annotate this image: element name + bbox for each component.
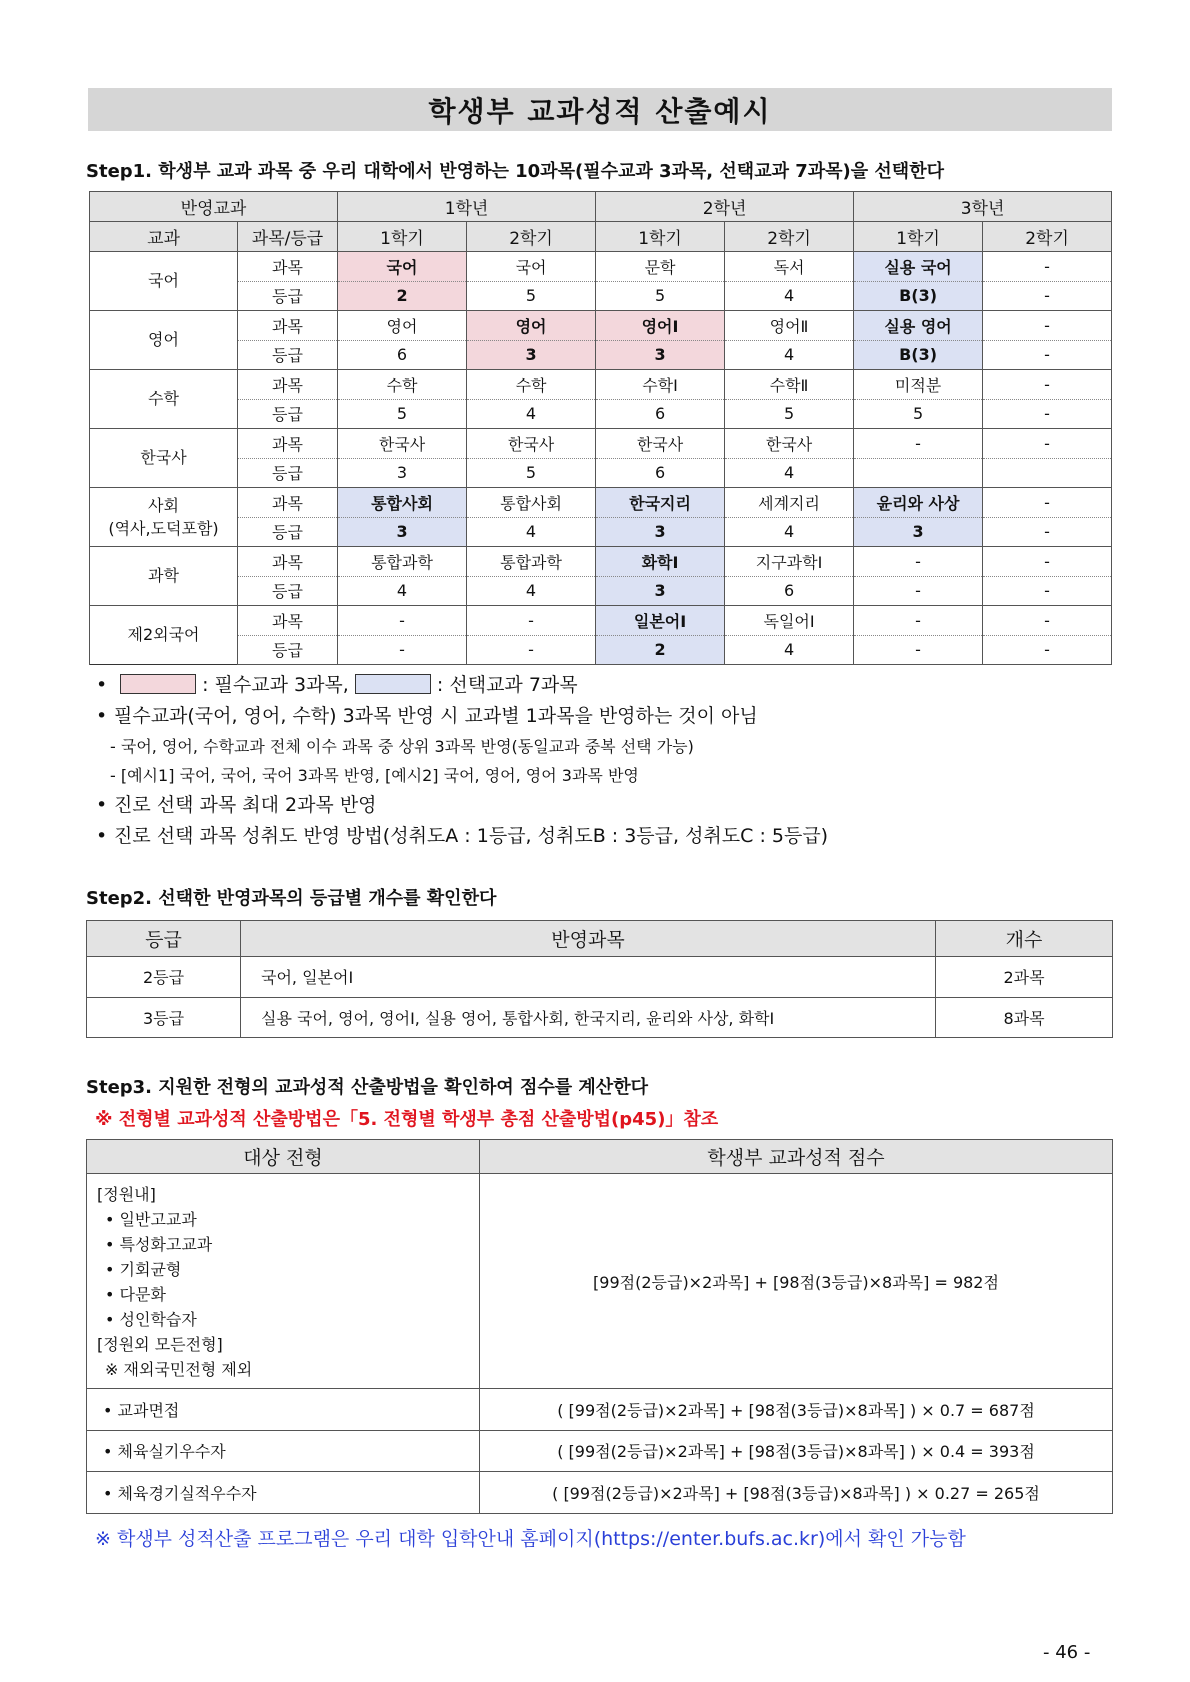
header-reflected-subject: 반영교과	[90, 192, 338, 222]
row-label: 등급	[238, 517, 338, 547]
table-row	[90, 576, 1112, 606]
area-korean-history: 한국사	[90, 429, 238, 488]
table-row	[90, 340, 1112, 370]
row-label: 등급	[238, 340, 338, 370]
legend-required-label: : 필수교과 3과목,	[202, 674, 349, 696]
table-row	[87, 1174, 1113, 1389]
row-label: 과목	[238, 311, 338, 341]
grade-cell	[983, 458, 1112, 488]
header-row-1	[90, 192, 1112, 222]
table-row	[87, 1430, 1113, 1472]
subject-cell: -	[983, 606, 1112, 636]
table-row	[90, 635, 1112, 665]
list-item: • 특성화고교과	[105, 1235, 213, 1254]
subject-cell: 국어	[467, 252, 596, 282]
step1-title: Step1. 학생부 교과 과목 중 우리 대학에서 반영하는 10과목(필수교과 3과목, 선택교과 7과목)을 선택한다	[86, 161, 944, 182]
header-year-1: 1학년	[338, 192, 596, 222]
subject-cell: 세계지리	[725, 488, 854, 518]
grade-cell: 2등급	[87, 957, 241, 998]
grade-cell: 3	[596, 517, 725, 547]
grade-cell: 3	[596, 340, 725, 370]
row-label: 과목	[238, 429, 338, 459]
bullet-icon: •	[96, 674, 108, 696]
row-label: 등급	[238, 576, 338, 606]
subject-cell: 미적분	[854, 370, 983, 400]
grade-cell: -	[983, 517, 1112, 547]
area-science: 과학	[90, 547, 238, 606]
header-semester: 1학기	[854, 222, 983, 252]
subject-cell: 한국지리	[596, 488, 725, 518]
grade-cell: -	[983, 635, 1112, 665]
area-social-name: 사회	[148, 495, 179, 515]
grade-cell: 4	[467, 399, 596, 429]
list-item: • 일반고교과	[105, 1210, 197, 1229]
subject-cell: 영어	[338, 311, 467, 341]
score-cell: ( [99점(2등급)×2과목] + [98점(3등급)×8과목] ) × 0.7 = 687점	[480, 1389, 1113, 1431]
grade-cell: 6	[596, 458, 725, 488]
grade-cell: 5	[854, 399, 983, 429]
step3-table	[86, 1139, 1113, 1514]
table-row	[90, 399, 1112, 429]
subject-cell: 화학Ⅰ	[596, 547, 725, 577]
row-label: 등급	[238, 281, 338, 311]
table-row	[90, 252, 1112, 282]
subject-cell: 한국사	[338, 429, 467, 459]
bullet-icon: •	[96, 705, 108, 727]
row-label: 과목	[238, 606, 338, 636]
grade-cell: 3	[596, 576, 725, 606]
subject-cell: 실용 국어	[854, 252, 983, 282]
subject-cell: 통합사회	[338, 488, 467, 518]
note-sub-2: - [예시1] 국어, 국어, 국어 3과목 반영, [예시2] 국어, 영어, 영어 3과목 반영	[110, 766, 639, 785]
row-label: 등급	[238, 458, 338, 488]
table-row	[90, 517, 1112, 547]
subject-cell: -	[983, 488, 1112, 518]
header-count: 개수	[936, 921, 1113, 957]
area-english: 영어	[90, 311, 238, 370]
grade-cell: 4	[338, 576, 467, 606]
row-label: 과목	[238, 252, 338, 282]
grade-cell: -	[983, 340, 1112, 370]
subject-cell: 문학	[596, 252, 725, 282]
row-label: 과목	[238, 547, 338, 577]
header-semester: 1학기	[338, 222, 467, 252]
subject-cell: 독일어Ⅰ	[725, 606, 854, 636]
subject-cell: 수학	[467, 370, 596, 400]
group-label: [정원외 모든전형]	[97, 1335, 223, 1354]
target-cell: • 체육경기실적우수자	[87, 1472, 480, 1514]
subject-cell: 실용 영어	[854, 311, 983, 341]
header-subjects: 반영과목	[241, 921, 936, 957]
grade-cell: 4	[725, 635, 854, 665]
subject-cell: 일본어Ⅰ	[596, 606, 725, 636]
subject-cell: -	[467, 606, 596, 636]
step3-reference-note: ※ 전형별 교과성적 산출방법은「5. 전형별 학생부 총점 산출방법(p45)」참조	[95, 1109, 719, 1130]
grade-cell: 3	[467, 340, 596, 370]
subject-cell: 독서	[725, 252, 854, 282]
subject-cell: -	[983, 429, 1112, 459]
table-row	[90, 281, 1112, 311]
note-text: 진로 선택 과목 최대 2과목 반영	[114, 794, 377, 816]
legend	[96, 670, 1106, 701]
note-line	[96, 790, 1106, 821]
list-item: • 다문화	[105, 1285, 166, 1304]
grade-cell: -	[854, 576, 983, 606]
subject-cell: 영어Ⅱ	[725, 311, 854, 341]
note-sub-1: - 국어, 영어, 수학교과 전체 이수 과목 중 상위 3과목 반영(동일교과 중복 선택 가능)	[110, 737, 694, 756]
table-row	[87, 1472, 1113, 1514]
grade-cell: -	[983, 576, 1112, 606]
grade-cell: 4	[725, 340, 854, 370]
main-target-cell	[87, 1174, 480, 1389]
score-cell: [99점(2등급)×2과목] + [98점(3등급)×8과목] = 982점	[480, 1174, 1113, 1389]
note-line	[96, 821, 1106, 852]
count-cell: 8과목	[936, 997, 1113, 1038]
header-year-2: 2학년	[596, 192, 854, 222]
target-cell: • 체육실기우수자	[87, 1430, 480, 1472]
table-row	[87, 997, 1113, 1038]
header-subject-grade: 과목/등급	[238, 222, 338, 252]
grade-cell: -	[983, 281, 1112, 311]
subject-cell: -	[983, 311, 1112, 341]
notes-section	[96, 670, 1106, 852]
subject-cell: 국어	[338, 252, 467, 282]
subject-cell: 수학Ⅰ	[596, 370, 725, 400]
grade-cell: 4	[467, 576, 596, 606]
score-cell: ( [99점(2등급)×2과목] + [98점(3등급)×8과목] ) × 0.27 = 265점	[480, 1472, 1113, 1514]
grade-cell: 2	[338, 281, 467, 311]
step2-table	[86, 920, 1113, 1038]
grade-cell: 4	[725, 517, 854, 547]
subject-cell: 영어Ⅰ	[596, 311, 725, 341]
row-label: 등급	[238, 635, 338, 665]
header-semester: 1학기	[596, 222, 725, 252]
header-target: 대상 전형	[87, 1140, 480, 1174]
count-cell: 2과목	[936, 957, 1113, 998]
subject-cell: -	[854, 547, 983, 577]
subject-cell: 수학Ⅱ	[725, 370, 854, 400]
table-row	[90, 429, 1112, 459]
subject-cell: 영어	[467, 311, 596, 341]
score-cell: ( [99점(2등급)×2과목] + [98점(3등급)×8과목] ) × 0.4 = 393점	[480, 1430, 1113, 1472]
grade-cell: 5	[467, 458, 596, 488]
grade-cell: -	[467, 635, 596, 665]
table-row	[90, 311, 1112, 341]
header-semester: 2학기	[467, 222, 596, 252]
grade-cell: -	[338, 635, 467, 665]
subject-cell: 윤리와 사상	[854, 488, 983, 518]
area-math: 수학	[90, 370, 238, 429]
legend-elective-swatch	[355, 674, 431, 694]
table-row	[90, 488, 1112, 518]
subject-cell: 지구과학Ⅰ	[725, 547, 854, 577]
area-social-note: (역사,도덕포함)	[108, 519, 219, 538]
bullet-icon: •	[96, 794, 108, 816]
page-number: - 46 -	[1043, 1642, 1091, 1663]
table-row	[87, 1389, 1113, 1431]
bullet-icon: •	[96, 825, 108, 847]
footer-note: ※ 학생부 성적산출 프로그램은 우리 대학 입학안내 홈페이지(https://enter.bufs.ac.kr)에서 확인 가능함	[95, 1528, 966, 1550]
subject-cell: 한국사	[596, 429, 725, 459]
grade-cell: 5	[467, 281, 596, 311]
step2-title: Step2. 선택한 반영과목의 등급별 개수를 확인한다	[86, 888, 497, 909]
grade-cell: 3등급	[87, 997, 241, 1038]
grade-cell: 5	[725, 399, 854, 429]
subject-cell: 통합사회	[467, 488, 596, 518]
row-label: 과목	[238, 370, 338, 400]
grade-cell: 6	[596, 399, 725, 429]
area-korean: 국어	[90, 252, 238, 311]
area-second-language: 제2외국어	[90, 606, 238, 665]
subject-cell: -	[338, 606, 467, 636]
grade-cell: 5	[338, 399, 467, 429]
header-score: 학생부 교과성적 점수	[480, 1140, 1113, 1174]
header-semester: 2학기	[725, 222, 854, 252]
grade-cell: 4	[725, 458, 854, 488]
subject-cell: 한국사	[467, 429, 596, 459]
grade-cell: 4	[725, 281, 854, 311]
subject-cell: -	[983, 370, 1112, 400]
header-grade: 등급	[87, 921, 241, 957]
grade-cell: 5	[596, 281, 725, 311]
note-text: 필수교과(국어, 영어, 수학) 3과목 반영 시 교과별 1과목을 반영하는 것이 아님	[114, 705, 758, 727]
header-year-3: 3학년	[854, 192, 1112, 222]
header-row	[87, 1140, 1113, 1174]
area-social	[90, 488, 238, 547]
group-label: [정원내]	[97, 1185, 156, 1204]
subject-cell: 통합과학	[338, 547, 467, 577]
subject-cell: -	[854, 429, 983, 459]
note-line	[96, 701, 1106, 732]
exclude-note: ※ 재외국민전형 제외	[105, 1360, 253, 1379]
header-semester: 2학기	[983, 222, 1112, 252]
header-row-2	[90, 222, 1112, 252]
target-cell: • 교과면접	[87, 1389, 480, 1431]
subjects-cell: 국어, 일본어Ⅰ	[241, 957, 936, 998]
grade-cell	[854, 458, 983, 488]
subject-cell: -	[983, 547, 1112, 577]
subject-cell: 수학	[338, 370, 467, 400]
table-row	[90, 458, 1112, 488]
legend-elective-label: : 선택교과 7과목	[436, 674, 578, 696]
table-row	[90, 370, 1112, 400]
subject-cell: -	[983, 252, 1112, 282]
subjects-cell: 실용 국어, 영어, 영어Ⅰ, 실용 영어, 통합사회, 한국지리, 윤리와 사상, 화학Ⅰ	[241, 997, 936, 1038]
grade-cell: 4	[467, 517, 596, 547]
subject-cell: -	[854, 606, 983, 636]
note-text: 진로 선택 과목 성취도 반영 방법(성취도A : 1등급, 성취도B : 3등급, 성취도C : 5등급)	[114, 825, 829, 847]
grade-cell: -	[854, 635, 983, 665]
header-row	[87, 921, 1113, 957]
page-title: 학생부 교과성적 산출예시	[88, 88, 1112, 131]
grade-cell: 6	[338, 340, 467, 370]
grade-cell: 2	[596, 635, 725, 665]
header-area: 교과	[90, 222, 238, 252]
grade-cell: 3	[854, 517, 983, 547]
list-item: • 기회균형	[105, 1260, 182, 1279]
subject-cell: 통합과학	[467, 547, 596, 577]
grade-cell: 6	[725, 576, 854, 606]
legend-required-swatch	[120, 674, 196, 694]
table-row	[87, 957, 1113, 998]
step3-title: Step3. 지원한 전형의 교과성적 산출방법을 확인하여 점수를 계산한다	[86, 1077, 648, 1098]
row-label: 과목	[238, 488, 338, 518]
grade-cell: 3	[338, 517, 467, 547]
table-row	[90, 547, 1112, 577]
grade-cell: B(3)	[854, 281, 983, 311]
grade-cell: B(3)	[854, 340, 983, 370]
step1-table	[89, 191, 1112, 665]
table-row	[90, 606, 1112, 636]
subject-cell: 한국사	[725, 429, 854, 459]
list-item: • 성인학습자	[105, 1310, 197, 1329]
grade-cell: 3	[338, 458, 467, 488]
row-label: 등급	[238, 399, 338, 429]
grade-cell: -	[983, 399, 1112, 429]
